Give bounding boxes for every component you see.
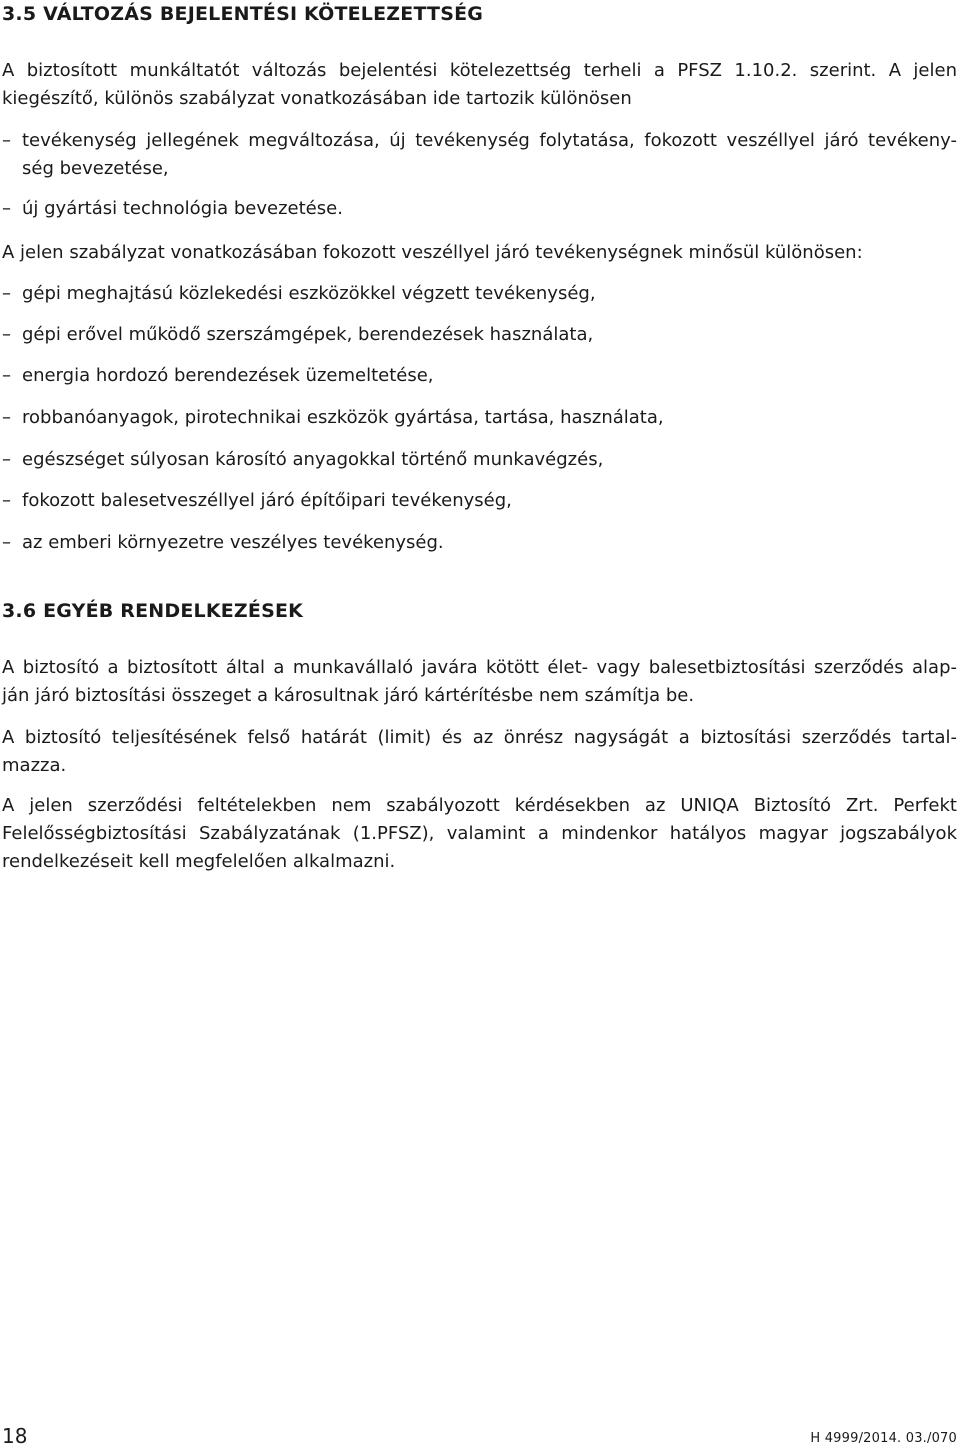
list-item-dash: – <box>2 324 11 345</box>
list-item-dash: – <box>2 532 11 553</box>
hazard-list-item: fokozott balesetveszéllyel járó építőipari tevékenység, <box>22 490 512 511</box>
section-heading-3-5: 3.5 VÁLTOZÁS BEJELENTÉSI KÖTELEZETTSÉG <box>2 3 484 25</box>
hazard-list-item: gépi erővel működő szerszámgépek, berendezések használata, <box>22 324 594 345</box>
section-heading-3-6: 3.6 EGYÉB RENDELKEZÉSEK <box>2 600 304 622</box>
list-item-dash: – <box>2 407 11 428</box>
hazard-list-item: az emberi környezetre veszélyes tevékenység. <box>22 532 444 553</box>
para-2-line-1: A biztosító teljesítésének felső határát (limit) és az önrész nagyságát a biztosítási szerződés tartal- <box>2 727 957 748</box>
list-item: tevékenység jellegének megváltozása, új tevékenység folytatása, fokozott veszéllyel járó tevékeny- <box>22 130 957 151</box>
intro-line-2: kiegészítő, különös szabályzat vonatkozásában ide tartozik különösen <box>2 88 632 109</box>
para-2-line-2: mazza. <box>2 755 67 776</box>
list-item-dash: – <box>2 198 11 219</box>
hazard-list-item: robbanóanyagok, pirotechnikai eszközök gyártása, tartása, használata, <box>22 407 664 428</box>
para-3-line-1: A jelen szerződési feltételekben nem szabályozott kérdésekben az UNIQA Biztosító Zrt. Perfekt <box>2 795 957 816</box>
intro-line-1: A biztosított munkáltatót változás bejelentési kötelezettség terheli a PFSZ 1.10.2. szerint. A jelen <box>2 60 957 81</box>
list-item-dash: – <box>2 365 11 386</box>
para-1-line-2: ján járó biztosítási összeget a károsultnak járó kártérítésbe nem számítja be. <box>2 685 695 706</box>
hazard-list-item: energia hordozó berendezések üzemeltetése, <box>22 365 434 386</box>
hazard-list-item: egészséget súlyosan károsító anyagokkal történő munkavégzés, <box>22 449 604 470</box>
para-1-line-1: A biztosító a biztosított által a munkavállaló javára kötött élet- vagy balesetbiztosítási szerződés alap- <box>2 657 957 678</box>
para-3-line-2: Felelősségbiztosítási Szabályzatának (1.PFSZ), valamint a mindenkor hatályos magyar jogszabályok <box>2 823 957 844</box>
page-number: 18 <box>2 1424 28 1448</box>
hazard-list-item: gépi meghajtású közlekedési eszközökkel végzett tevékenység, <box>22 283 596 304</box>
hazard-intro: A jelen szabályzat vonatkozásában fokozott veszéllyel járó tevékenységnek minősül különösen: <box>2 242 863 263</box>
list-item-dash: – <box>2 449 11 470</box>
list-item-continuation: ség bevezetése, <box>22 158 169 179</box>
list-item: új gyártási technológia bevezetése. <box>22 198 343 219</box>
list-item-dash: – <box>2 283 11 304</box>
document-code: H 4999/2014. 03./070 <box>810 1431 957 1446</box>
list-item-dash: – <box>2 130 11 151</box>
para-3-line-3: rendelkezéseit kell megfelelően alkalmazni. <box>2 851 396 872</box>
list-item-dash: – <box>2 490 11 511</box>
